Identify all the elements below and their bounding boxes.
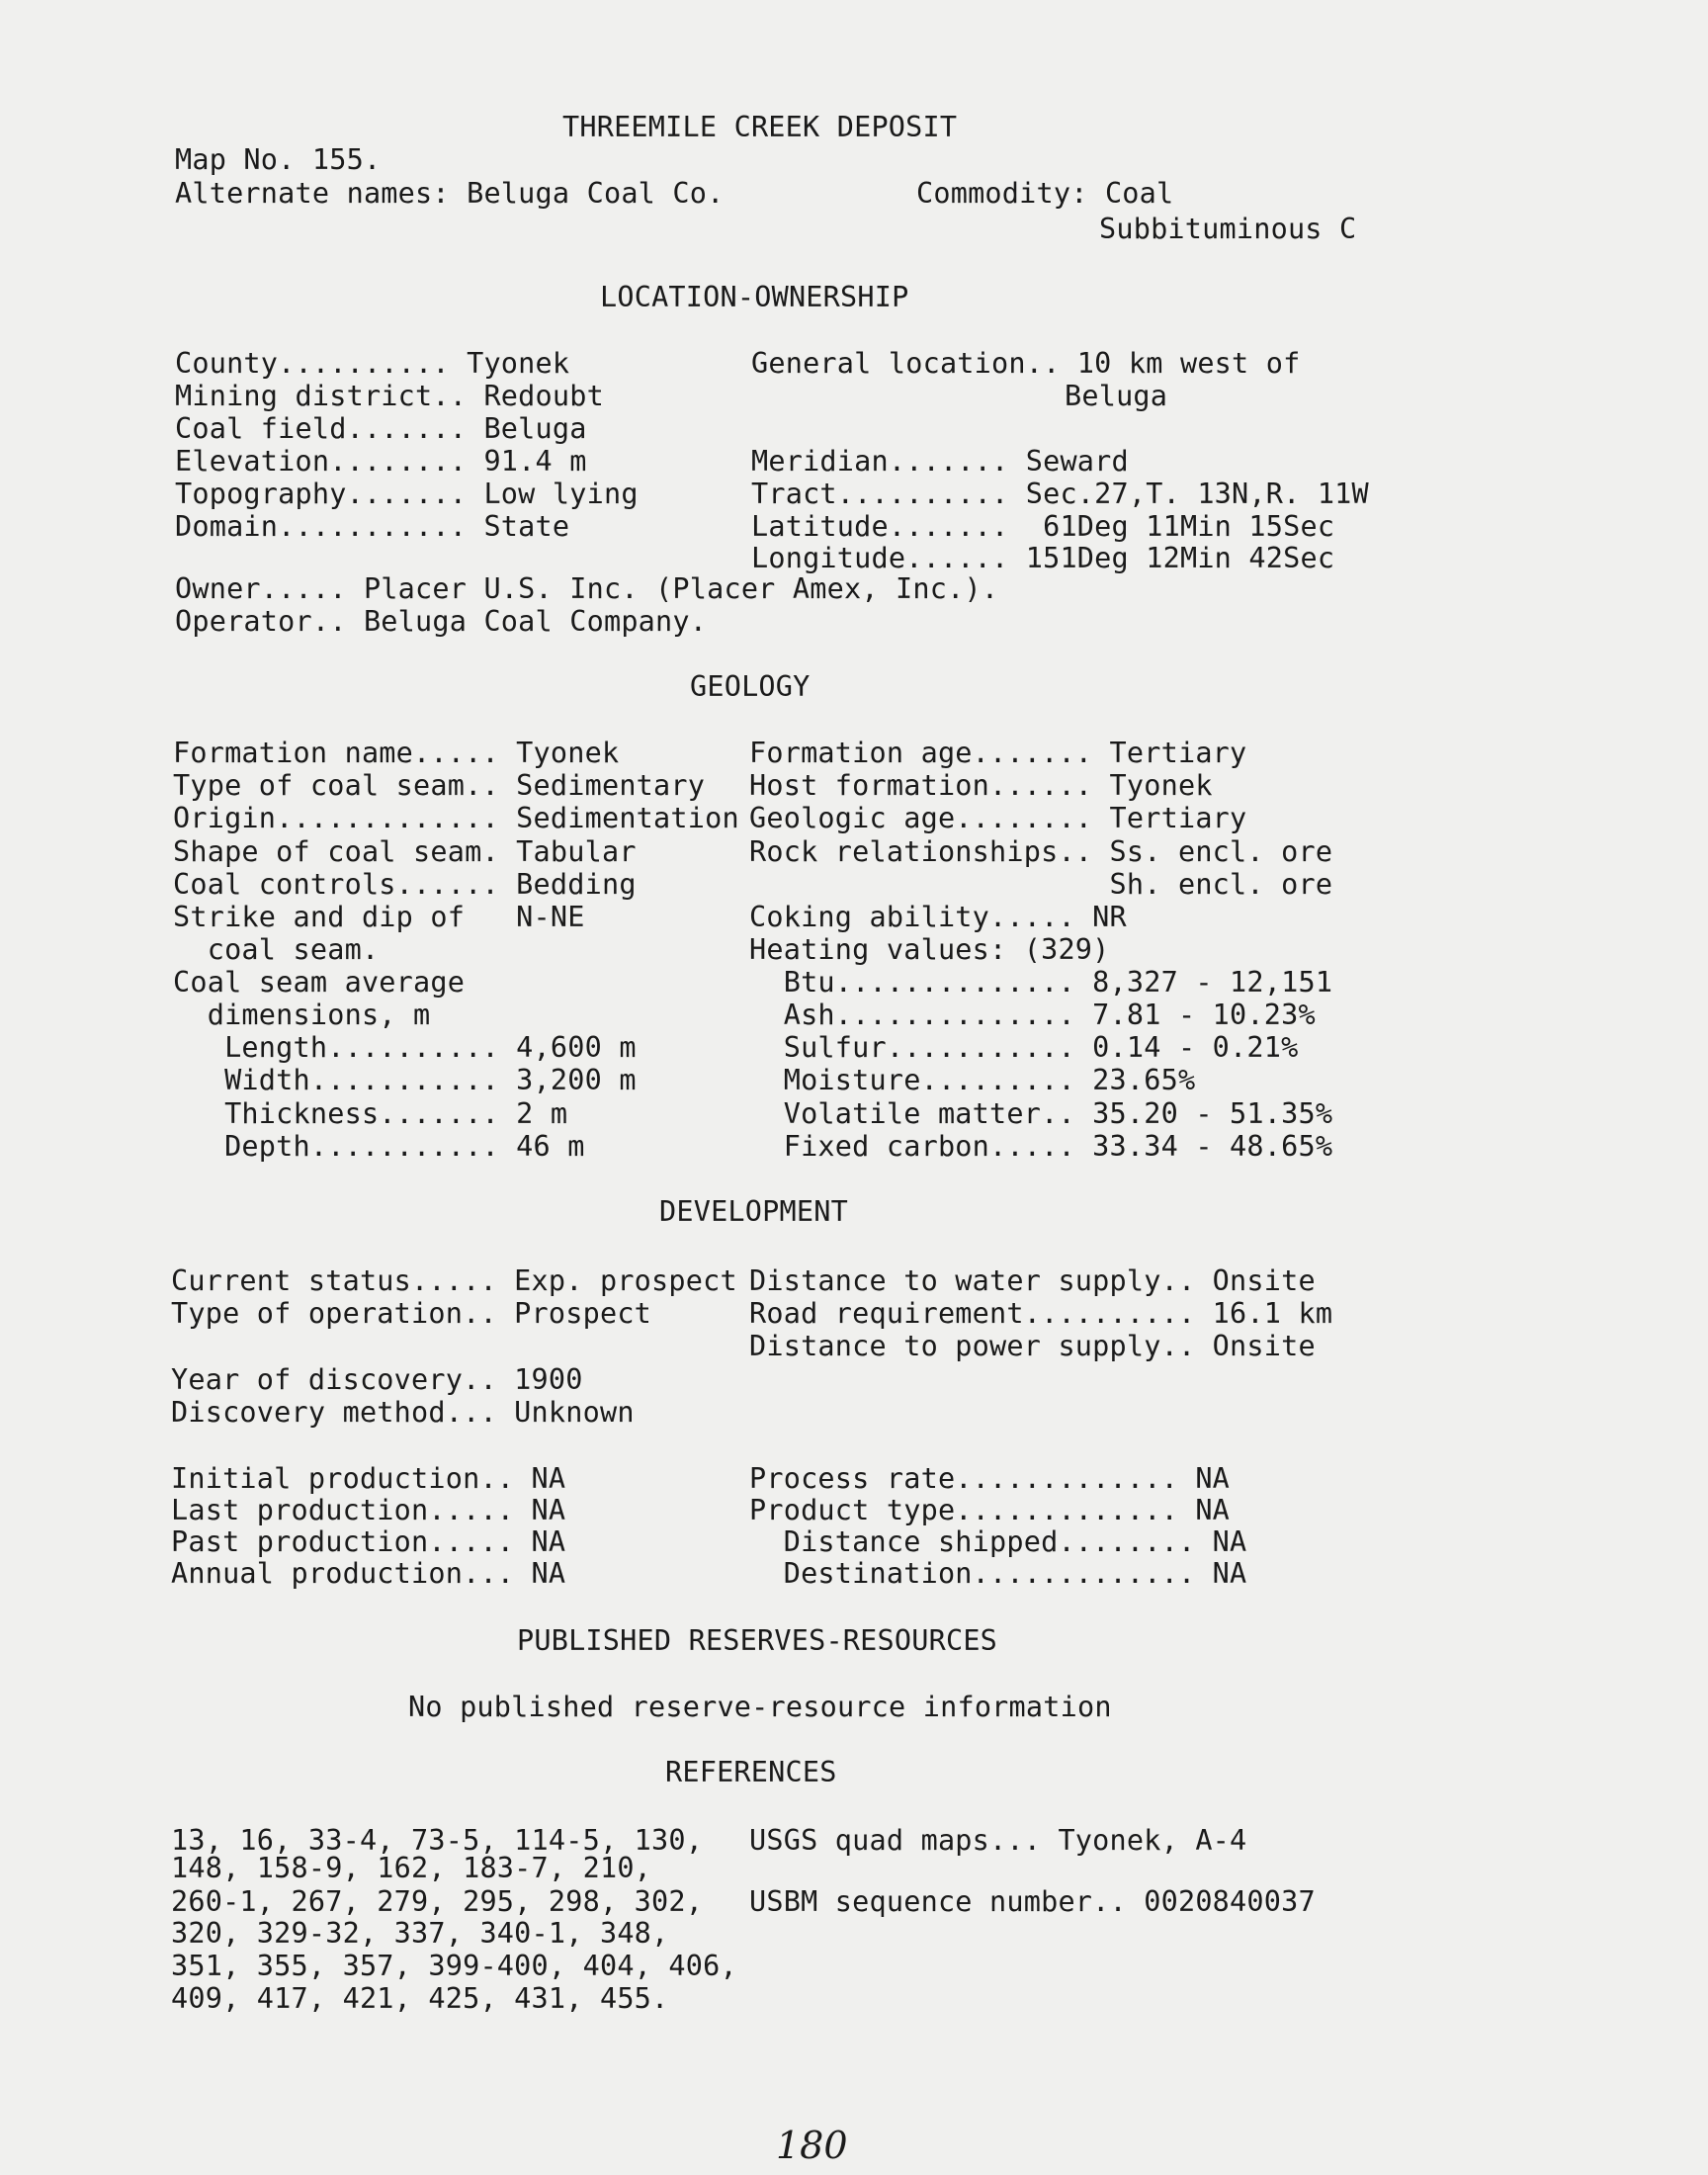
section-heading-geology: GEOLOGY	[690, 670, 811, 703]
geology-field: Width........... 3,200 m	[173, 1064, 637, 1096]
location-field: Topography....... Low lying	[175, 478, 639, 510]
production-field: Distance shipped........ NA	[749, 1525, 1247, 1558]
location-field: County.......... Tyonek	[175, 347, 570, 380]
location-field: Meridian....... Seward	[751, 445, 1129, 478]
development-field: Distance to power supply.. Onsite	[749, 1330, 1316, 1362]
geology-field: coal seam.	[173, 933, 380, 966]
geology-field: Fixed carbon..... 33.34 - 48.65%	[749, 1130, 1333, 1163]
reference-line: 13, 16, 33-4, 73-5, 114-5, 130,	[171, 1824, 704, 1857]
geology-field: Formation age....... Tertiary	[749, 737, 1247, 769]
section-heading-location-ownership: LOCATION-OWNERSHIP	[600, 281, 909, 313]
production-field: Last production..... NA	[171, 1494, 566, 1526]
geology-field: Rock relationships.. Ss. encl. ore	[749, 835, 1333, 868]
reference-line: 320, 329-32, 337, 340-1, 348,	[171, 1917, 669, 1950]
geology-field: Host formation...... Tyonek	[749, 769, 1213, 802]
reference-line: 351, 355, 357, 399-400, 404, 406,	[171, 1950, 737, 1982]
reference-line: 148, 158-9, 162, 183-7, 210,	[171, 1852, 652, 1884]
geology-field: Depth........... 46 m	[173, 1130, 585, 1163]
geology-field: Shape of coal seam. Tabular	[173, 835, 637, 868]
page-number: 180	[776, 2124, 848, 2167]
general-location-continued: Beluga	[1065, 380, 1168, 412]
geology-field: Type of coal seam.. Sedimentary	[173, 769, 706, 802]
usbm-sequence-number: USBM sequence number.. 0020840037	[749, 1885, 1316, 1918]
section-heading-references: REFERENCES	[665, 1756, 837, 1788]
geology-field: dimensions, m	[173, 999, 431, 1031]
map-number: Map No. 155.	[175, 143, 382, 176]
production-field: Annual production... NA	[171, 1557, 566, 1590]
development-field: Distance to water supply.. Onsite	[749, 1264, 1316, 1297]
geology-field: Sh. encl. ore	[749, 868, 1333, 901]
development-field: Year of discovery.. 1900	[171, 1363, 583, 1396]
geology-field: Moisture......... 23.65%	[749, 1064, 1196, 1096]
owner: Owner..... Placer U.S. Inc. (Placer Amex, Inc.).	[175, 572, 999, 605]
geology-field: Ash.............. 7.81 - 10.23%	[749, 999, 1316, 1031]
geology-field: Sulfur........... 0.14 - 0.21%	[749, 1031, 1299, 1064]
alternate-names: Alternate names: Beluga Coal Co.	[175, 177, 725, 210]
geology-field: Coal controls...... Bedding	[173, 868, 637, 901]
location-field: Longitude...... 151Deg 12Min 42Sec	[751, 542, 1335, 574]
geology-field: Length.......... 4,600 m	[173, 1031, 637, 1064]
location-field: Coal field....... Beluga	[175, 412, 587, 445]
operator: Operator.. Beluga Coal Company.	[175, 605, 708, 638]
reference-line: 409, 417, 421, 425, 431, 455.	[171, 1982, 669, 2015]
development-field: Current status..... Exp. prospect	[171, 1264, 737, 1297]
development-field: Type of operation.. Prospect	[171, 1297, 652, 1330]
section-heading-development: DEVELOPMENT	[659, 1195, 848, 1228]
geology-field: Formation name..... Tyonek	[173, 737, 620, 769]
geology-field: Volatile matter.. 35.20 - 51.35%	[749, 1097, 1333, 1130]
development-field: Discovery method... Unknown	[171, 1396, 635, 1429]
location-field: Elevation........ 91.4 m	[175, 445, 587, 478]
geology-field: Coking ability..... NR	[749, 901, 1127, 933]
location-field: Latitude....... 61Deg 11Min 15Sec	[751, 510, 1335, 543]
commodity: Commodity: Coal	[916, 177, 1174, 210]
section-heading-reserves: PUBLISHED RESERVES-RESOURCES	[517, 1624, 998, 1657]
reserves-text: No published reserve-resource information	[408, 1691, 1112, 1723]
location-field: Domain........... State	[175, 510, 570, 543]
production-field: Past production..... NA	[171, 1525, 566, 1558]
geology-field: Origin............. Sedimentation	[173, 802, 739, 834]
development-field: Road requirement.......... 16.1 km	[749, 1297, 1333, 1330]
geology-field: Thickness....... 2 m	[173, 1097, 568, 1130]
location-field: Mining district.. Redoubt	[175, 380, 604, 412]
production-field: Initial production.. NA	[171, 1462, 566, 1495]
geology-field: Coal seam average	[173, 966, 466, 999]
geology-field: Strike and dip of N-NE	[173, 901, 585, 933]
production-field: Destination............. NA	[749, 1557, 1247, 1590]
location-field: Tract.......... Sec.27,T. 13N,R. 11W	[751, 478, 1369, 510]
reference-line: 260-1, 267, 279, 295, 298, 302,	[171, 1885, 704, 1918]
production-field: Process rate............. NA	[749, 1462, 1231, 1495]
geology-field: Heating values: (329)	[749, 933, 1110, 966]
document-title: THREEMILE CREEK DEPOSIT	[562, 111, 958, 143]
geology-field: Btu.............. 8,327 - 12,151	[749, 966, 1333, 999]
commodity-rank: Subbituminous C	[1099, 213, 1357, 245]
production-field: Product type............. NA	[749, 1494, 1231, 1526]
usgs-quad-maps: USGS quad maps... Tyonek, A-4	[749, 1824, 1247, 1857]
general-location: General location.. 10 km west of	[751, 347, 1301, 380]
geology-field: Geologic age........ Tertiary	[749, 802, 1247, 834]
